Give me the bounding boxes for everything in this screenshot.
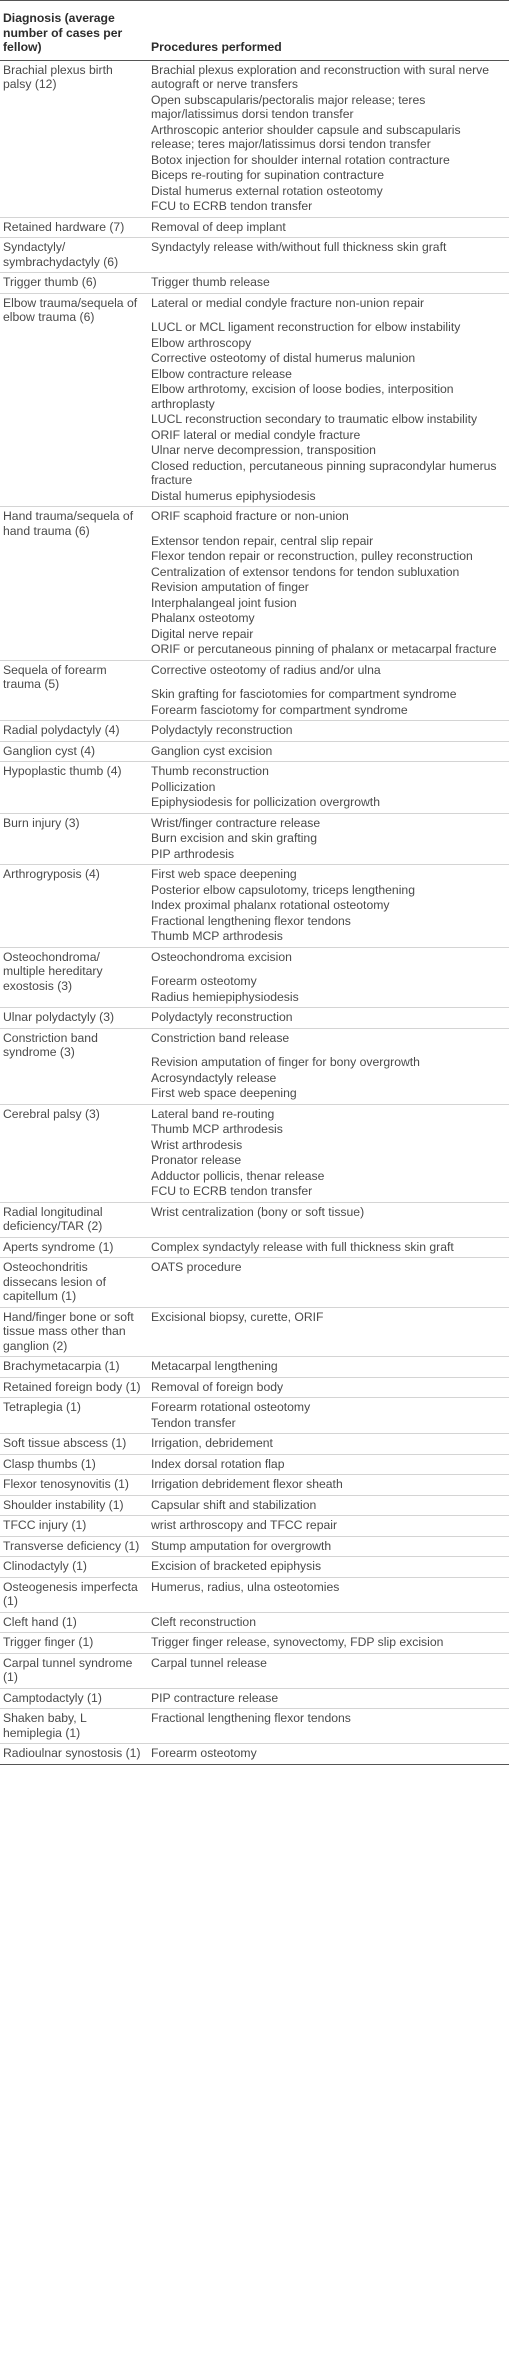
procedure-item: Index proximal phalanx rotational osteotomy <box>151 898 390 912</box>
procedure-item: FCU to ECRB tendon transfer <box>151 199 313 213</box>
procedure-item: Centralization of extensor tendons for tendon subluxation <box>151 564 460 579</box>
procedure-item: Revision amputation of finger <box>151 580 309 594</box>
procedure-item: Wrist/finger contracture release <box>151 815 321 830</box>
procedure-item: Forearm osteotomy <box>151 974 257 988</box>
diagnosis-cell: Retained foreign body (1) <box>0 1377 148 1398</box>
diagnosis-cell: Shoulder instability (1) <box>0 1495 148 1516</box>
procedure-item: Flexor tendon repair or reconstruction, pulley reconstruction <box>151 549 473 563</box>
procedures-cell <box>148 1377 509 1398</box>
procedure-item: Fractional lengthening flexor tendons <box>151 1711 351 1725</box>
table-header <box>0 1 509 61</box>
table-row <box>0 507 509 661</box>
procedure-item: Biceps re-routing for supination contracture <box>151 168 385 182</box>
table-row <box>0 60 509 217</box>
table-row <box>0 741 509 762</box>
diagnosis-cell: Cleft hand (1) <box>0 1612 148 1633</box>
procedure-item: Wrist arthrodesis <box>151 1137 243 1152</box>
procedure-item: Removal of deep implant <box>151 219 286 234</box>
procedure-item: Epiphysiodesis for pollicization overgrowth <box>151 795 380 809</box>
diagnosis-cell: Trigger thumb (6) <box>0 273 148 294</box>
table-row <box>0 813 509 865</box>
table-row <box>0 1516 509 1537</box>
procedure-item: Pronator release <box>151 1153 242 1167</box>
procedure-item: Closed reduction, percutaneous pinning supracondylar humerus fracture <box>151 458 497 487</box>
table-row <box>0 1357 509 1378</box>
procedures-cell <box>148 507 509 661</box>
procedures-cell <box>148 1475 509 1496</box>
procedure-item: LUCL reconstruction secondary to traumatic elbow instability <box>151 412 478 426</box>
procedure-item: Excisional biopsy, curette, ORIF <box>151 1309 324 1324</box>
procedure-item: Brachial plexus exploration and reconstruction with sural nerve autograft or nerve transfers <box>151 62 490 91</box>
table-row <box>0 1104 509 1202</box>
procedures-cell <box>148 947 509 1008</box>
procedures-cell <box>148 741 509 762</box>
table-row <box>0 947 509 1008</box>
procedure-item: wrist arthroscopy and TFCC repair <box>151 1518 338 1532</box>
procedures-cell <box>148 1653 509 1688</box>
diagnosis-cell: Flexor tenosynovitis (1) <box>0 1475 148 1496</box>
diagnosis-cell: Cerebral palsy (3) <box>0 1104 148 1202</box>
procedure-item: Excision of bracketed epiphysis <box>151 1559 322 1573</box>
diagnosis-cell: Retained hardware (7) <box>0 217 148 238</box>
diagnosis-cell: TFCC injury (1) <box>0 1516 148 1537</box>
procedure-item: Distal humerus epiphysiodesis <box>151 488 316 503</box>
procedure-item: Metacarpal lengthening <box>151 1359 278 1373</box>
procedures-cell <box>148 1495 509 1516</box>
procedure-item: Forearm rotational osteotomy <box>151 1400 311 1414</box>
procedure-item: ORIF or percutaneous pinning of phalanx or metacarpal fracture <box>151 642 497 656</box>
procedures-cell <box>148 762 509 814</box>
procedures-cell <box>148 1434 509 1455</box>
diagnosis-cell: Radial polydactyly (4) <box>0 721 148 742</box>
diagnosis-cell: Osteogenesis imperfecta (1) <box>0 1577 148 1612</box>
procedures-cell <box>148 1104 509 1202</box>
procedure-item: Burn excision and skin grafting <box>151 831 317 845</box>
table-row <box>0 1307 509 1357</box>
header-row <box>0 1 509 61</box>
diagnosis-cell: Camptodactyly (1) <box>0 1688 148 1709</box>
diagnosis-cell: Brachymetacarpia (1) <box>0 1357 148 1378</box>
procedure-item: Skin grafting for fasciotomies for compartment syndrome <box>151 687 457 701</box>
diagnosis-cell: Osteochondritis dissecans lesion of capitellum (1) <box>0 1258 148 1308</box>
procedure-item: Elbow contracture release <box>151 366 292 381</box>
procedure-item: Capsular shift and stabilization <box>151 1497 317 1512</box>
procedure-item: Cleft reconstruction <box>151 1614 256 1629</box>
procedure-item: First web space deepening <box>151 867 297 881</box>
procedure-item: Polydactyly reconstruction <box>151 723 293 737</box>
table-row <box>0 1688 509 1709</box>
procedure-item: Ulnar nerve decompression, transposition <box>151 443 376 457</box>
table-row <box>0 1475 509 1496</box>
procedures-cell <box>148 1008 509 1029</box>
procedure-item: FCU to ECRB tendon transfer <box>151 1184 313 1198</box>
procedure-item: Lateral band re-routing <box>151 1106 275 1121</box>
procedure-item: Thumb reconstruction <box>151 764 269 778</box>
procedures-cell <box>148 1258 509 1308</box>
procedures-cell <box>148 1307 509 1357</box>
procedures-cell <box>148 1357 509 1378</box>
procedures-cell <box>148 1577 509 1612</box>
procedure-item: Tendon transfer <box>151 1415 236 1430</box>
diagnosis-cell: Trigger finger (1) <box>0 1633 148 1654</box>
procedure-item: Forearm osteotomy <box>151 1746 257 1760</box>
procedure-item: PIP contracture release <box>151 1690 279 1705</box>
table-row <box>0 721 509 742</box>
diagnosis-cell: Hypoplastic thumb (4) <box>0 762 148 814</box>
table-row <box>0 1557 509 1578</box>
procedure-item: Elbow arthroscopy <box>151 335 252 350</box>
table-row <box>0 1612 509 1633</box>
diagnosis-cell: Radioulnar synostosis (1) <box>0 1744 148 1765</box>
procedure-item: Pollicization <box>151 779 216 794</box>
procedures-cell <box>148 1454 509 1475</box>
diagnosis-cell: Carpal tunnel syndrome (1) <box>0 1653 148 1688</box>
procedure-item: Extensor tendon repair, central slip repair <box>151 533 374 548</box>
table-row <box>0 1237 509 1258</box>
table-row <box>0 238 509 273</box>
diagnosis-cell: Osteochondroma/ multiple hereditary exostosis (3) <box>0 947 148 1008</box>
procedure-item: Irrigation debridement flexor sheath <box>151 1477 343 1491</box>
procedure-item: First web space deepening <box>151 1086 297 1100</box>
procedure-item: Polydactyly reconstruction <box>151 1010 293 1024</box>
table-row <box>0 273 509 294</box>
procedures-cell <box>148 293 509 507</box>
procedures-cell <box>148 1557 509 1578</box>
procedure-item: Corrective osteotomy of distal humerus malunion <box>151 351 416 365</box>
procedure-item: Trigger thumb release <box>151 275 270 289</box>
procedure-item: Elbow arthrotomy, excision of loose bodies, interposition arthroplasty <box>151 382 454 411</box>
procedure-item: Adductor pollicis, thenar release <box>151 1168 325 1183</box>
procedure-item: Osteochondroma excision <box>151 949 292 964</box>
procedure-item: Index dorsal rotation flap <box>151 1456 285 1471</box>
procedure-item: Humerus, radius, ulna osteotomies <box>151 1579 340 1594</box>
table-row <box>0 217 509 238</box>
procedure-item: Interphalangeal joint fusion <box>151 595 297 610</box>
procedures-cell <box>148 1516 509 1537</box>
table-row <box>0 660 509 721</box>
procedure-item: ORIF lateral or medial condyle fracture <box>151 427 361 442</box>
procedure-item: Trigger finger release, synovectomy, FDP slip excision <box>151 1635 444 1649</box>
table-row <box>0 762 509 814</box>
diagnosis-cell: Syndactyly/ symbrachydactyly (6) <box>0 238 148 273</box>
diagnosis-cell: Tetraplegia (1) <box>0 1398 148 1434</box>
table-row <box>0 865 509 948</box>
table-row <box>0 1495 509 1516</box>
diagnosis-cell: Ulnar polydactyly (3) <box>0 1008 148 1029</box>
procedures-cell <box>148 238 509 273</box>
diagnosis-cell: Clasp thumbs (1) <box>0 1454 148 1475</box>
procedures-cell <box>148 217 509 238</box>
diagnosis-cell: Hand trauma/sequela of hand trauma (6) <box>0 507 148 661</box>
diagnosis-cell: Soft tissue abscess (1) <box>0 1434 148 1455</box>
procedure-item: Complex syndactyly release with full thickness skin graft <box>151 1239 454 1254</box>
procedure-item: Irrigation, debridement <box>151 1436 273 1450</box>
procedure-item: LUCL or MCL ligament reconstruction for elbow instability <box>151 320 461 334</box>
diagnosis-cell: Ganglion cyst (4) <box>0 741 148 762</box>
diagnosis-cell: Transverse deficiency (1) <box>0 1536 148 1557</box>
procedures-cell <box>148 273 509 294</box>
procedures-cell <box>148 1237 509 1258</box>
procedure-item: Thumb MCP arthrodesis <box>151 929 283 943</box>
procedures-cell <box>148 865 509 948</box>
procedure-item: Botox injection for shoulder internal rotation contracture <box>151 152 450 167</box>
diagnosis-cell: Sequela of forearm trauma (5) <box>0 660 148 721</box>
header-diagnosis: Diagnosis (average number of cases per fellow) <box>0 1 148 61</box>
diagnosis-cell: Elbow trauma/sequela of elbow trauma (6) <box>0 293 148 507</box>
table-row <box>0 1398 509 1434</box>
procedures-cell <box>148 1709 509 1744</box>
procedures-cell <box>148 1398 509 1434</box>
procedure-item: Syndactyly release with/without full thickness skin graft <box>151 240 447 254</box>
table-row <box>0 1434 509 1455</box>
procedure-item: Wrist centralization (bony or soft tissue) <box>151 1204 365 1219</box>
procedure-item: Lateral or medial condyle fracture non-union repair <box>151 295 425 310</box>
table-row <box>0 1709 509 1744</box>
procedure-item: Stump amputation for overgrowth <box>151 1538 332 1553</box>
procedure-item: Acrosyndactyly release <box>151 1070 277 1085</box>
procedure-item: Corrective osteotomy of radius and/or ulna <box>151 662 381 677</box>
diagnosis-cell: Aperts syndrome (1) <box>0 1237 148 1258</box>
procedure-item: Radius hemiepiphysiodesis <box>151 989 299 1004</box>
procedure-item: OATS procedure <box>151 1260 242 1274</box>
diagnosis-cell: Clinodactyly (1) <box>0 1557 148 1578</box>
table-row <box>0 1577 509 1612</box>
header-procedures: Procedures performed <box>148 1 509 61</box>
procedure-item: ORIF scaphoid fracture or non-union <box>151 509 349 523</box>
procedures-cell <box>148 1688 509 1709</box>
procedures-cell <box>148 60 509 217</box>
table-row <box>0 1008 509 1029</box>
diagnosis-cell: Shaken baby, L hemiplegia (1) <box>0 1709 148 1744</box>
table-row <box>0 1633 509 1654</box>
table-row <box>0 1744 509 1765</box>
procedures-cell <box>148 1028 509 1104</box>
diagnosis-cell: Arthrogryposis (4) <box>0 865 148 948</box>
procedure-item: Phalanx osteotomy <box>151 611 255 625</box>
procedures-cell <box>148 1633 509 1654</box>
diagnosis-cell: Radial longitudinal deficiency/TAR (2) <box>0 1202 148 1237</box>
table-row <box>0 1028 509 1104</box>
procedure-item: Revision amputation of finger for bony overgrowth <box>151 1055 420 1069</box>
procedure-item: Thumb MCP arthrodesis <box>151 1122 283 1136</box>
table-row <box>0 1202 509 1237</box>
procedures-cell <box>148 721 509 742</box>
procedure-item: Distal humerus external rotation osteotomy <box>151 183 383 198</box>
table-row <box>0 1536 509 1557</box>
procedures-cell <box>148 813 509 865</box>
procedures-cell <box>148 1536 509 1557</box>
procedure-item: Arthroscopic anterior shoulder capsule and subscapularis release; teres major/latissimus dorsi tendon transfer <box>151 122 461 151</box>
procedures-cell <box>148 660 509 721</box>
diagnosis-cell: Hand/finger bone or soft tissue mass other than ganglion (2) <box>0 1307 148 1357</box>
procedures-cell <box>148 1202 509 1237</box>
procedure-item: PIP arthrodesis <box>151 846 235 861</box>
table-row <box>0 293 509 507</box>
procedure-item: Fractional lengthening flexor tendons <box>151 913 351 928</box>
table-row <box>0 1653 509 1688</box>
table-body <box>0 60 509 1764</box>
diagnosis-cell: Burn injury (3) <box>0 813 148 865</box>
procedure-item: Ganglion cyst excision <box>151 743 273 758</box>
procedures-cell <box>148 1744 509 1765</box>
procedure-item: Forearm fasciotomy for compartment syndrome <box>151 702 408 717</box>
procedures-cell <box>148 1612 509 1633</box>
procedure-item: Constriction band release <box>151 1030 290 1045</box>
diagnosis-cell: Constriction band syndrome (3) <box>0 1028 148 1104</box>
procedure-item: Open subscapularis/pectoralis major release; teres major/latissimus dorsi tendon transfer <box>151 92 426 121</box>
procedure-item: Removal of foreign body <box>151 1379 284 1394</box>
procedure-item: Posterior elbow capsulotomy, triceps lengthening <box>151 882 415 897</box>
diagnosis-cell: Brachial plexus birth palsy (12) <box>0 60 148 217</box>
table-row <box>0 1454 509 1475</box>
table-row <box>0 1377 509 1398</box>
table-row <box>0 1258 509 1308</box>
procedure-item: Carpal tunnel release <box>151 1655 267 1670</box>
procedure-item: Digital nerve repair <box>151 626 254 641</box>
